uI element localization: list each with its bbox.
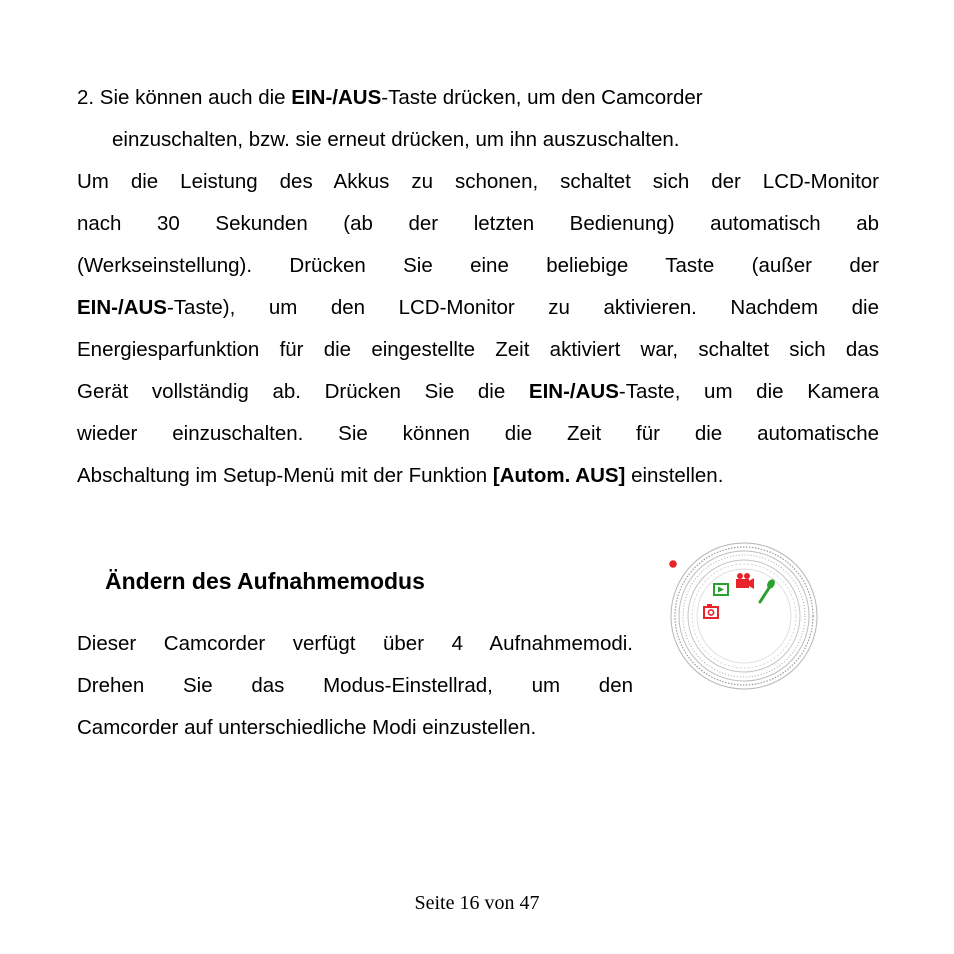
bold-key-label: EIN-/AUS [77,296,167,319]
section-line1: Dieser Camcorder verfügt über 4 Aufnahmemodi. [77,632,633,655]
dial-ring-dotted [683,555,805,677]
page-number: Seite 16 von 47 [414,892,540,914]
voice-recorder-icon [760,578,777,602]
paragraph2-line3: (Werkseinstellung). Drücken Sie eine beliebige Taste (außer der [77,254,879,277]
bold-key-label: EIN-/AUS [291,86,382,109]
video-camera-icon [736,573,754,589]
section-line2: Drehen Sie das Modus-Einstellrad, um den [77,674,633,697]
bold-function-label: [Autom. AUS] [492,464,626,487]
dial-ring [679,551,809,681]
paragraph2-line5: Energiesparfunktion für die eingestellte Zeit aktiviert war, schaltet sich das [77,338,879,361]
paragraph2-line8: Abschaltung im Setup-Menü mit der Funktion [Autom. AUS] einstellen. [77,464,724,487]
indicator-dot-icon [669,560,677,568]
photo-camera-icon [704,604,718,618]
dial-outer-ring [671,543,817,689]
paragraph2-line2: nach 30 Sekunden (ab der letzten Bedienung) automatisch ab [77,212,879,235]
bold-key-label: EIN-/AUS [528,380,619,403]
paragraph2-line1: Um die Leistung des Akkus zu schonen, schaltet sich der LCD-Monitor [77,170,879,193]
dial-knurled-ring [675,547,813,685]
section-line3: Camcorder auf unterschiedliche Modi einzustellen. [77,716,537,739]
playback-icon [714,584,728,595]
paragraph2-line6: Gerät vollständig ab. Drücken Sie die EIN-/AUS-Taste, um die Kamera [77,380,879,403]
paragraph1-line1: 2. Sie können auch die EIN-/AUS-Taste drücken, um den Camcorder [77,86,703,109]
paragraph1-line2: einzuschalten, bzw. sie erneut drücken, um ihn auszuschalten. [112,128,680,151]
mode-dial-illustration [664,536,824,696]
section-heading: Ändern des Aufnahmemodus [105,568,425,594]
paragraph2-line4: EIN-/AUS-Taste), um den LCD-Monitor zu aktivieren. Nachdem die [77,296,879,319]
paragraph2-line7: wieder einzuschalten. Sie können die Zeit für die automatische [77,422,879,445]
